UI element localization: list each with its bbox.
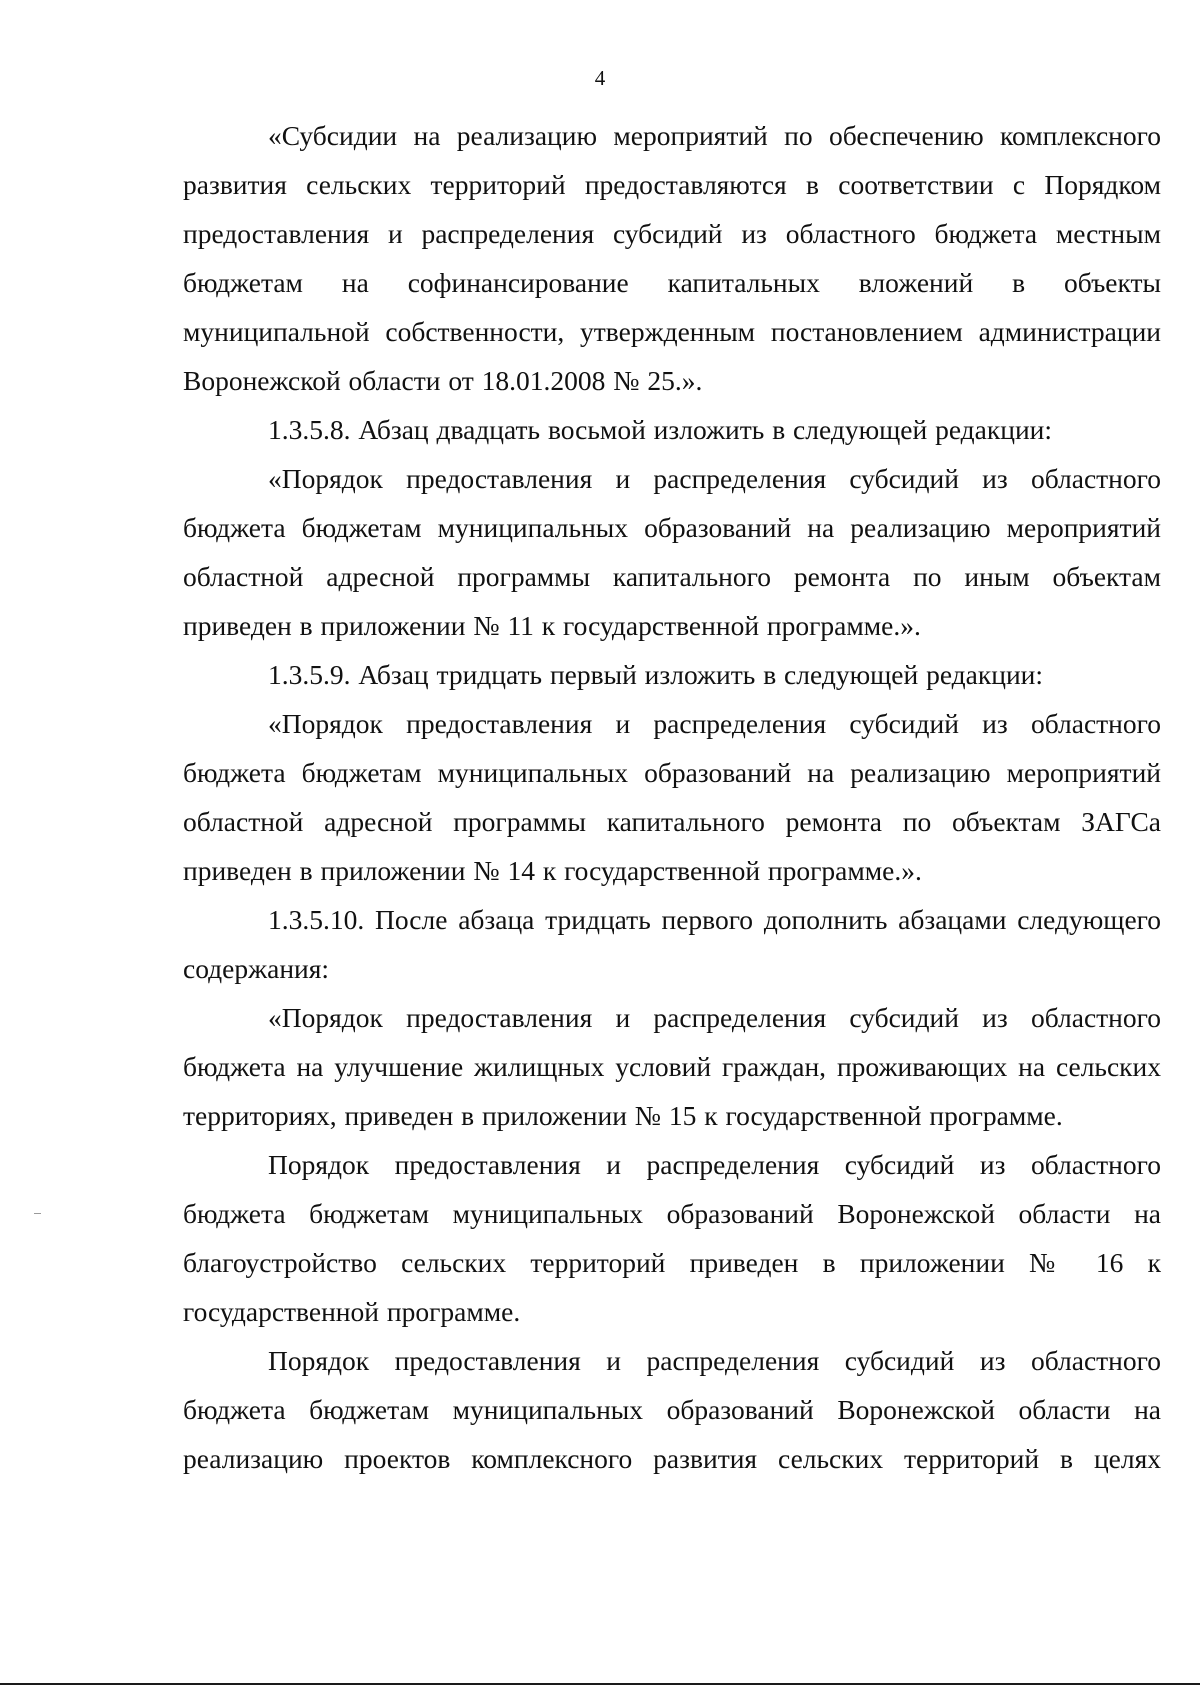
paragraph-subsidies-rural-development: «Субсидии на реализацию мероприятий по обеспечению комплексного развития сельских территорий предоставляются в соответствии с Порядком предоставления и распределения субсидий из областного бюджета местным бюджетам на софинансирование капитальных вложений в объекты муниципальной собственности, утвержденным постановлением администрации Воронежской области от 18.01.2008 № 25.». bbox=[183, 120, 1161, 396]
paragraph-1-3-5-8: 1.3.5.8. Абзац двадцать восьмой изложить в следующей редакции: bbox=[268, 414, 1053, 445]
margin-mark bbox=[34, 1213, 41, 1214]
document-body bbox=[183, 111, 1161, 1483]
paragraph-procedure-appendix-15: «Порядок предоставления и распределения субсидий из областного бюджета на улучшение жилищных условий граждан, проживающих на сельских территориях, приведен в приложении № 15 к государственной программе. bbox=[183, 1002, 1161, 1131]
paragraph-procedure-appendix-14: «Порядок предоставления и распределения субсидий из областного бюджета бюджетам муниципальных образований на реализацию мероприятий областной адресной программы капитального ремонта по объектам ЗАГСа приведен в приложении № 14 к государственной программе.». bbox=[183, 708, 1161, 886]
paragraph-1-3-5-10: 1.3.5.10. После абзаца тридцать первого дополнить абзацами следующего содержания: bbox=[183, 904, 1161, 984]
page-number: 4 bbox=[594, 66, 606, 90]
paragraph-procedure-appendix-16: Порядок предоставления и распределения субсидий из областного бюджета бюджетам муниципальных образований Воронежской области на благоустройство сельских территорий приведен в приложении № 16 к государственной программе. bbox=[183, 1149, 1161, 1327]
bottom-rule bbox=[0, 1683, 1200, 1685]
paragraph-1-3-5-9: 1.3.5.9. Абзац тридцать первый изложить в следующей редакции: bbox=[268, 659, 1044, 690]
paragraph-procedure-complex-development: Порядок предоставления и распределения субсидий из областного бюджета бюджетам муниципальных образований Воронежской области на реализацию проектов комплексного развития сельских территорий в целях bbox=[183, 1345, 1161, 1474]
paragraph-procedure-appendix-11: «Порядок предоставления и распределения субсидий из областного бюджета бюджетам муниципальных образований на реализацию мероприятий областной адресной программы капитального ремонта по иным объектам приведен в приложении № 11 к государственной программе.». bbox=[183, 463, 1161, 641]
